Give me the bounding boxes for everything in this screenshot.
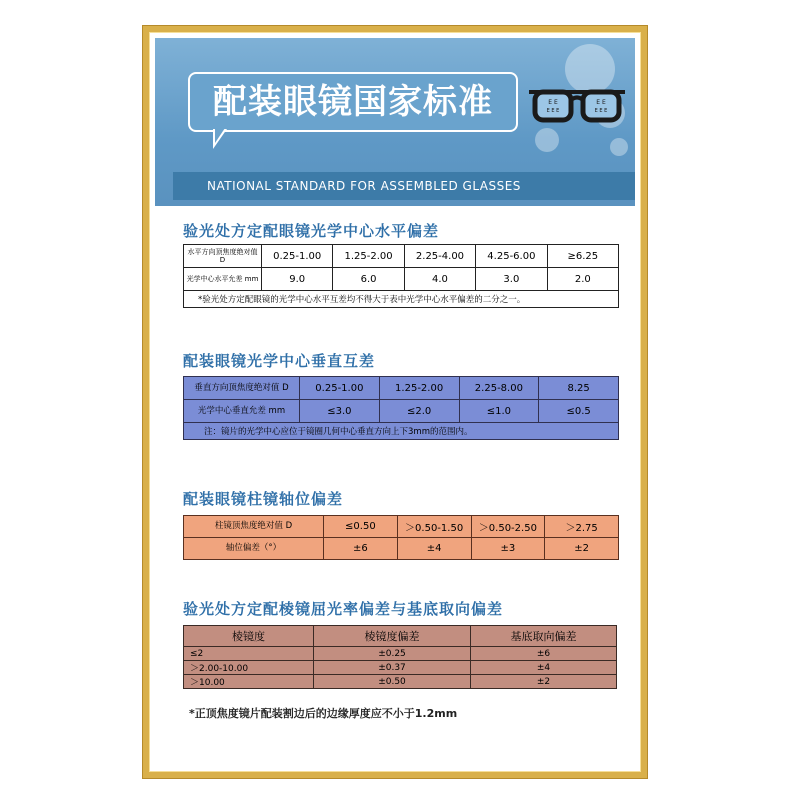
cell: 3.0 <box>476 268 547 291</box>
cell: 0.25-1.00 <box>262 245 333 268</box>
cell: ≤2 <box>184 647 314 661</box>
section3-heading: 配装眼镜柱镜轴位偏差 <box>183 490 344 508</box>
column-header: 棱镜度 <box>184 626 314 647</box>
cell: ±6 <box>471 647 617 661</box>
cell: 2.25-8.00 <box>459 377 539 400</box>
title-box <box>188 72 518 132</box>
table-row <box>184 268 619 291</box>
column-header: 基底取向偏差 <box>471 626 617 647</box>
cell: ＞2.00-10.00 <box>184 661 314 675</box>
cell: 6.0 <box>333 268 404 291</box>
cell: ＞0.50-1.50 <box>397 516 471 538</box>
cell: ±2 <box>471 675 617 689</box>
table-row <box>184 647 617 661</box>
cell: 8.25 <box>539 377 619 400</box>
cell: 1.25-2.00 <box>333 245 404 268</box>
glasses-icon <box>527 82 627 132</box>
cell: ±4 <box>397 538 471 560</box>
row-label: 轴位偏差（°） <box>184 538 324 560</box>
cell: ±3 <box>471 538 545 560</box>
cell: 4.0 <box>404 268 475 291</box>
cell: 4.25-6.00 <box>476 245 547 268</box>
cell: 0.25-1.00 <box>300 377 380 400</box>
table-prism-deviation <box>183 625 617 689</box>
table-row <box>184 516 619 538</box>
row-label: 光学中心水平允差 mm <box>184 268 262 291</box>
svg-text:E E E: E E E <box>594 108 608 114</box>
table-row <box>184 291 619 308</box>
column-header: 棱镜度偏差 <box>314 626 471 647</box>
table-row <box>184 423 619 440</box>
cell: ±0.50 <box>314 675 471 689</box>
svg-text:E E: E E <box>548 99 558 106</box>
cell: ±2 <box>545 538 619 560</box>
cell: ≤1.0 <box>459 400 539 423</box>
subtitle-band <box>173 172 635 200</box>
cell: 2.25-4.00 <box>404 245 475 268</box>
cell: ≤2.0 <box>379 400 459 423</box>
table-row <box>184 377 619 400</box>
cell: ≥6.25 <box>547 245 618 268</box>
cell: ＞0.50-2.50 <box>471 516 545 538</box>
table-row <box>184 245 619 268</box>
table-note: 注：镜片的光学中心应位于镜圈几何中心垂直方向上下3mm的范围内。 <box>184 423 619 440</box>
subtitle: NATIONAL STANDARD FOR ASSEMBLED GLASSES <box>207 179 521 193</box>
cell: 1.25-2.00 <box>379 377 459 400</box>
cell: ≤3.0 <box>300 400 380 423</box>
row-label: 柱镜顶焦度绝对值 D <box>184 516 324 538</box>
cell: ±4 <box>471 661 617 675</box>
table-axis-deviation <box>183 515 619 560</box>
table-horizontal-deviation <box>183 244 619 308</box>
table-row <box>184 661 617 675</box>
row-label: 水平方向顶焦度绝对值 D <box>184 245 262 268</box>
cell: ＞2.75 <box>545 516 619 538</box>
cell: ≤0.5 <box>539 400 619 423</box>
page-title: 配装眼镜国家标准 <box>213 82 493 122</box>
section1-heading: 验光处方定配眼镜光学中心水平偏差 <box>183 222 440 240</box>
table-note: *验光处方定配眼镜的光学中心水平互差均不得大于表中光学中心水平偏差的二分之一。 <box>184 291 619 308</box>
section2-heading: 配装眼镜光学中心垂直互差 <box>183 352 376 370</box>
row-label: 垂直方向顶焦度绝对值 D <box>184 377 300 400</box>
table-header-row <box>184 626 617 647</box>
cell: ±0.25 <box>314 647 471 661</box>
cell: ±0.37 <box>314 661 471 675</box>
svg-text:E E E: E E E <box>546 108 560 114</box>
table-row <box>184 538 619 560</box>
footnote: *正顶焦度镜片配装割边后的边缘厚度应不小于1.2mm <box>189 707 458 720</box>
table-row <box>184 675 617 689</box>
cell: ≤0.50 <box>324 516 398 538</box>
svg-text:E E: E E <box>596 99 606 106</box>
cell: 2.0 <box>547 268 618 291</box>
cell: ＞10.00 <box>184 675 314 689</box>
banner <box>155 38 635 206</box>
table-row <box>184 400 619 423</box>
cell: 9.0 <box>262 268 333 291</box>
poster <box>155 38 635 766</box>
section4-heading: 验光处方定配棱镜屈光率偏差与基底取向偏差 <box>183 600 504 618</box>
cell: ±6 <box>324 538 398 560</box>
table-vertical-deviation <box>183 376 619 440</box>
row-label: 光学中心垂直允差 mm <box>184 400 300 423</box>
